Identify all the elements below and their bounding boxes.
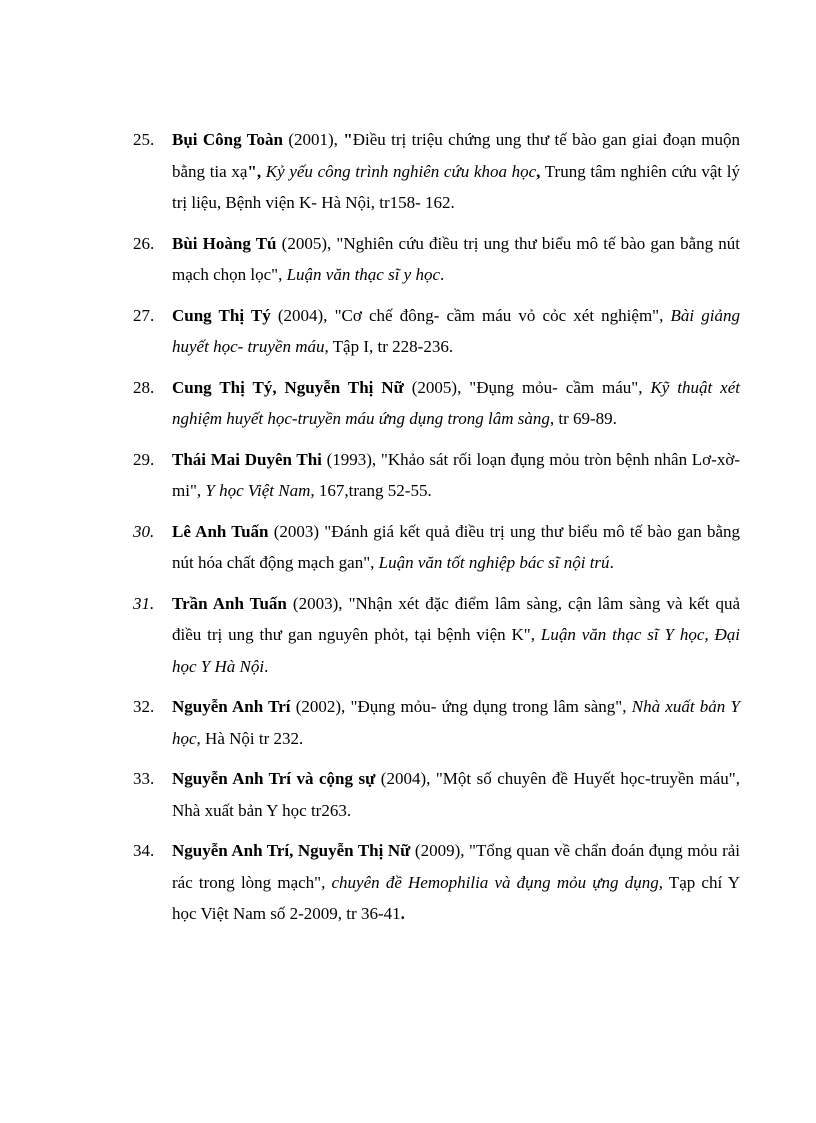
reference-number: 33. <box>133 769 155 788</box>
reference-number: 28. <box>133 377 155 397</box>
reference-segment: (2002), "Đụng mỏu- ứng dụng trong lâm sàng", <box>290 697 632 716</box>
reference-number: 32. <box>133 697 155 716</box>
reference-author: . <box>400 904 405 923</box>
reference-segment: (2004), "Một số chuyên đề Huyết học-truyền máu", Nhà xuất bản Y học tr263. <box>172 769 740 820</box>
reference-segment: (2004), "Cơ chế đông- cầm máu vỏ cỏc xét nghiệm", <box>270 305 671 325</box>
reference-item <box>126 444 740 507</box>
reference-segment: , Tập I, tr 228-236. <box>324 337 454 356</box>
reference-item <box>126 228 740 291</box>
reference-number: 29. <box>133 449 155 469</box>
reference-source: Luận văn tốt nghiệp bác sĩ nội trú <box>378 553 610 572</box>
reference-text <box>172 769 740 820</box>
reference-item <box>126 588 740 683</box>
reference-author: Nguyễn Anh Trí và cộng sự <box>172 769 376 788</box>
reference-source: Luận văn thạc sĩ Y học, Đại học Y Hà Nội <box>172 625 741 676</box>
reference-segment: Điều trị triệu chứng ung thư tế bào gan giai đoạn muộn bằng tia xạ <box>172 130 740 181</box>
reference-author: Bụi Công Toàn <box>172 130 283 149</box>
reference-author: Thái Mai Duyên Thi <box>172 449 322 469</box>
reference-text <box>172 378 740 429</box>
reference-author: Cung Thị Tý <box>172 305 271 325</box>
reference-number: 31. <box>133 593 155 613</box>
reference-number: 27. <box>133 305 155 325</box>
reference-text <box>172 594 740 676</box>
reference-number: 26. <box>133 233 155 253</box>
reference-text <box>172 841 740 923</box>
reference-author: Lê Anh Tuấn <box>172 521 269 541</box>
reference-source: Bài giảng huyết học- truyền máu <box>172 305 740 356</box>
reference-author: , <box>536 161 541 181</box>
reference-author: Bùi Hoàng Tú <box>172 233 277 253</box>
reference-segment: . <box>609 553 614 572</box>
reference-list <box>126 124 740 939</box>
reference-segment: (2005), "Đụng mỏu- cầm máu", <box>403 377 651 397</box>
reference-item <box>126 124 740 219</box>
reference-source: Kỹ thuật xét nghiệm huyết học-truyền máu ứng dụng trong lâm sàng <box>172 377 740 428</box>
reference-segment: . <box>440 265 445 284</box>
reference-text <box>172 522 740 573</box>
reference-item <box>126 835 740 930</box>
reference-segment: , tr 69-89. <box>549 409 617 428</box>
reference-number: 25. <box>133 130 155 149</box>
reference-item <box>126 516 740 579</box>
reference-source: Luận văn thạc sĩ y học <box>286 265 441 284</box>
reference-author: " <box>343 130 353 149</box>
reference-item <box>126 300 740 363</box>
reference-item <box>126 763 740 826</box>
reference-segment: , Hà Nội tr 232. <box>196 728 304 748</box>
reference-number: 34. <box>133 841 155 860</box>
reference-author: Nguyễn Anh Trí <box>172 697 291 716</box>
reference-author: Cung Thị Tý, Nguyễn Thị Nữ <box>172 377 404 397</box>
reference-segment: Trung tâm nghiên cứu vật lý trị liệu, Bệnh viện K- Hà Nội, tr158- 162. <box>172 161 741 212</box>
reference-text <box>172 697 740 748</box>
reference-author: ", <box>247 161 262 181</box>
reference-segment: (1993), "Khảo sát rối loạn đụng mỏu tròn bệnh nhân Lơ-xờ-mi", <box>172 449 740 500</box>
reference-source: Nhà xuất bản Y học <box>172 697 740 748</box>
reference-text <box>172 306 740 357</box>
reference-segment: Tạp chí Y học Việt Nam số 2-2009, tr 36-41 <box>172 872 740 923</box>
reference-source: chuyên đề Hemophilia và đụng mỏu ựng dụng, <box>331 872 663 892</box>
reference-item <box>126 691 740 754</box>
reference-text <box>172 130 740 212</box>
reference-text <box>172 450 740 501</box>
reference-segment: 167,trang 52-55. <box>314 481 432 500</box>
reference-segment: (2003), "Nhận xét đặc điểm lâm sàng, cận lâm sàng và kết quả điều trị ung thư gan nguyên phỏt, tại bệnh viện K", <box>172 593 740 644</box>
reference-author: Nguyễn Anh Trí, Nguyễn Thị Nữ <box>172 841 411 860</box>
reference-item <box>126 372 740 435</box>
reference-author: Trần Anh Tuấn <box>172 593 287 613</box>
reference-segment: (2003) "Đánh giá kết quả điều trị ung thư biểu mô tế bào gan bằng nút hóa chất động mạch gan", <box>172 521 740 572</box>
reference-segment: (2009), "Tổng quan về chẩn đoán đụng mỏu rải rác trong lòng mạch", <box>172 841 741 892</box>
reference-segment: . <box>264 656 269 676</box>
reference-source: Y học Việt Nam, <box>205 481 315 500</box>
reference-segment: (2005), "Nghiên cứu điều trị ung thư biểu mô tế bào gan bằng nút mạch chọn lọc", <box>172 233 741 284</box>
reference-segment: (2001), <box>282 130 344 149</box>
reference-number: 30. <box>133 521 155 541</box>
reference-source: Kỷ yếu công trình nghiên cứu khoa học <box>265 161 537 181</box>
reference-text <box>172 234 740 285</box>
